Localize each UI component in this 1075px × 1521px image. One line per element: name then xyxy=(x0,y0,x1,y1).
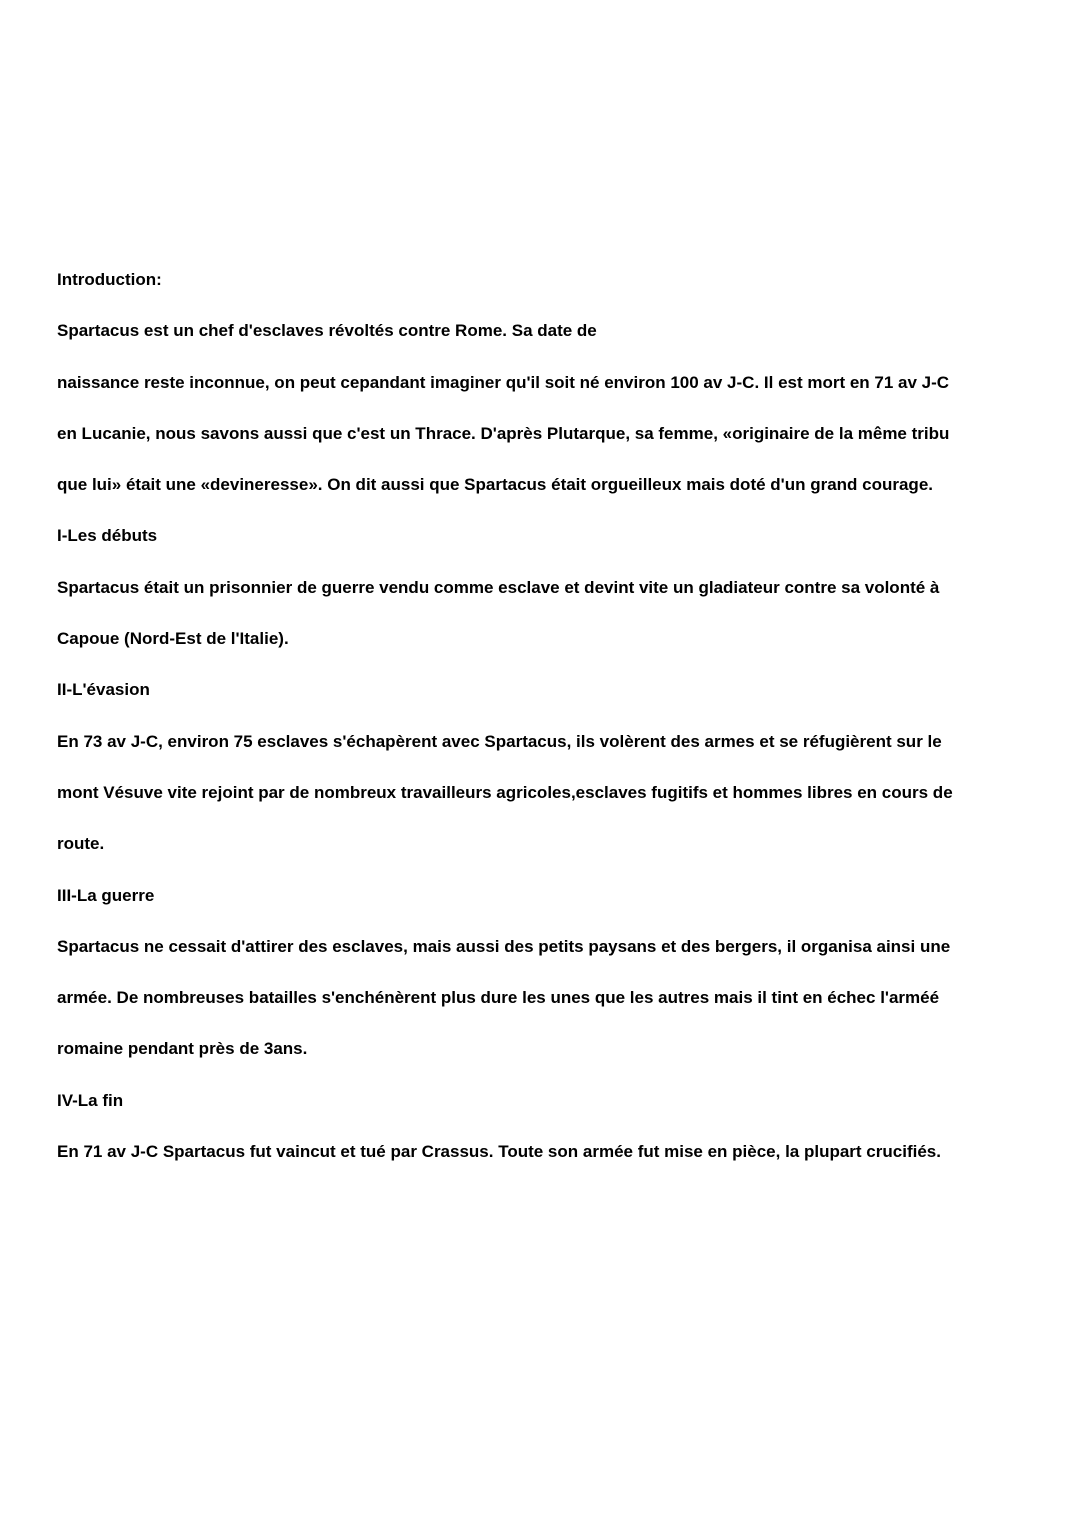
paragraph-line: en Lucanie, nous savons aussi que c'est un Thrace. D'après Plutarque, sa femme, «originaire de la même tribu xyxy=(57,423,950,443)
paragraph-line: que lui» était une «devineresse». On dit aussi que Spartacus était orgueilleux mais doté d'un grand courage. xyxy=(57,475,933,495)
heading-la-guerre: III-La guerre xyxy=(57,885,155,905)
heading-introduction: Introduction: xyxy=(57,270,162,289)
paragraph-line: romaine pendant près de 3ans. xyxy=(57,1039,308,1059)
paragraph-line: Spartacus était un prisonnier de guerre vendu comme esclave et devint vite un gladiateur contre sa volonté à xyxy=(57,577,940,597)
document-body xyxy=(57,266,1047,1189)
paragraph-line: naissance reste inconnue, on peut cepandant imaginer qu'il soit né environ 100 av J-C. Il est mort en 71 av J-C xyxy=(57,372,950,392)
paragraph-line: armée. De nombreuses batailles s'enchénèrent plus dure les unes que les autres mais il tint en échec l'arméé xyxy=(57,988,940,1008)
heading-les-debuts: I-Les débuts xyxy=(57,526,158,546)
heading-evasion: II-L'évasion xyxy=(57,680,150,700)
paragraph-line: En 73 av J-C, environ 75 esclaves s'échapèrent avec Spartacus, ils volèrent des armes et se réfugièrent sur le xyxy=(57,731,942,751)
paragraph-line: En 71 av J-C Spartacus fut vaincut et tué par Crassus. Toute son armée fut mise en pièce, la plupart crucifiés. xyxy=(57,1142,941,1162)
paragraph-line: Spartacus est un chef d'esclaves révoltés contre Rome. Sa date de xyxy=(57,321,597,341)
paragraph-line: route. xyxy=(57,834,105,854)
paragraph-line: mont Vésuve vite rejoint par de nombreux travailleurs agricoles,esclaves fugitifs et hommes libres en cours de xyxy=(57,782,953,802)
paragraph-line: Capoue (Nord-Est de l'Italie). xyxy=(57,629,289,649)
paragraph-line: Spartacus ne cessait d'attirer des esclaves, mais aussi des petits paysans et des bergers, il organisa ainsi une xyxy=(57,936,951,956)
heading-la-fin: IV-La fin xyxy=(57,1090,124,1110)
